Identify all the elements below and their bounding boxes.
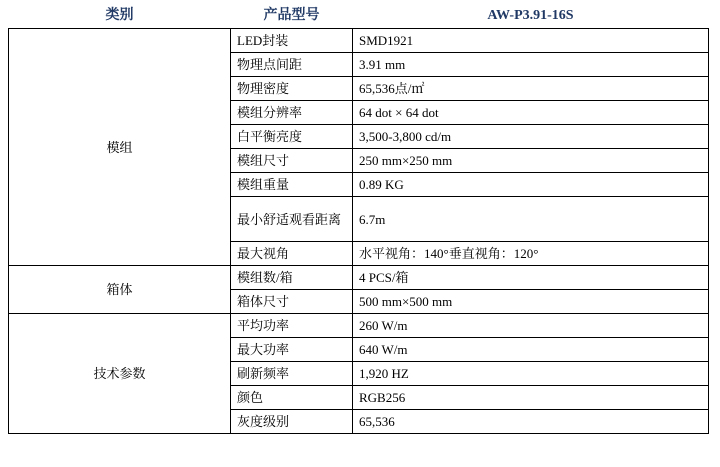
param-max-viewing-angle: 最大视角 [231, 242, 353, 266]
param-modules-per-cabinet: 模组数/箱 [231, 266, 353, 290]
value-cabinet-size: 500 mm×500 mm [353, 290, 709, 314]
value-white-balance-brightness: 3,500-3,800 cd/m [353, 125, 709, 149]
param-average-power: 平均功率 [231, 314, 353, 338]
param-color: 颜色 [231, 386, 353, 410]
value-min-viewing-distance: 6.7m [353, 197, 709, 242]
param-grayscale: 灰度级别 [231, 410, 353, 434]
header-parameter: 产品型号 [231, 4, 353, 29]
header-category: 类别 [9, 4, 231, 29]
table-row [9, 29, 709, 53]
table-row [9, 266, 709, 290]
param-module-resolution: 模组分辨率 [231, 101, 353, 125]
param-min-viewing-distance: 最小舒适观看距离 [231, 197, 353, 242]
param-led-package: LED封装 [231, 29, 353, 53]
param-module-weight: 模组重量 [231, 173, 353, 197]
param-max-power: 最大功率 [231, 338, 353, 362]
category-cell-module: 模组 [9, 29, 231, 266]
param-refresh-rate: 刷新频率 [231, 362, 353, 386]
param-white-balance-brightness: 白平衡亮度 [231, 125, 353, 149]
value-color: RGB256 [353, 386, 709, 410]
table-row [9, 314, 709, 338]
category-cell-cabinet: 箱体 [9, 266, 231, 314]
value-module-weight: 0.89 KG [353, 173, 709, 197]
value-modules-per-cabinet: 4 PCS/箱 [353, 266, 709, 290]
value-pixel-pitch: 3.91 mm [353, 53, 709, 77]
param-pixel-pitch: 物理点间距 [231, 53, 353, 77]
param-cabinet-size: 箱体尺寸 [231, 290, 353, 314]
header-value: AW-P3.91-16S [353, 4, 709, 29]
value-max-viewing-angle: 水平视角：140°垂直视角：120° [353, 242, 709, 266]
param-pixel-density: 物理密度 [231, 77, 353, 101]
product-spec-table [8, 4, 709, 434]
table-header-row [9, 4, 709, 29]
value-max-power: 640 W/m [353, 338, 709, 362]
value-refresh-rate: 1,920 HZ [353, 362, 709, 386]
value-pixel-density: 65,536点/㎡ [353, 77, 709, 101]
value-module-resolution: 64 dot × 64 dot [353, 101, 709, 125]
value-average-power: 260 W/m [353, 314, 709, 338]
param-module-size: 模组尺寸 [231, 149, 353, 173]
value-led-package: SMD1921 [353, 29, 709, 53]
category-cell-tech-params: 技术参数 [9, 314, 231, 434]
value-module-size: 250 mm×250 mm [353, 149, 709, 173]
value-grayscale: 65,536 [353, 410, 709, 434]
